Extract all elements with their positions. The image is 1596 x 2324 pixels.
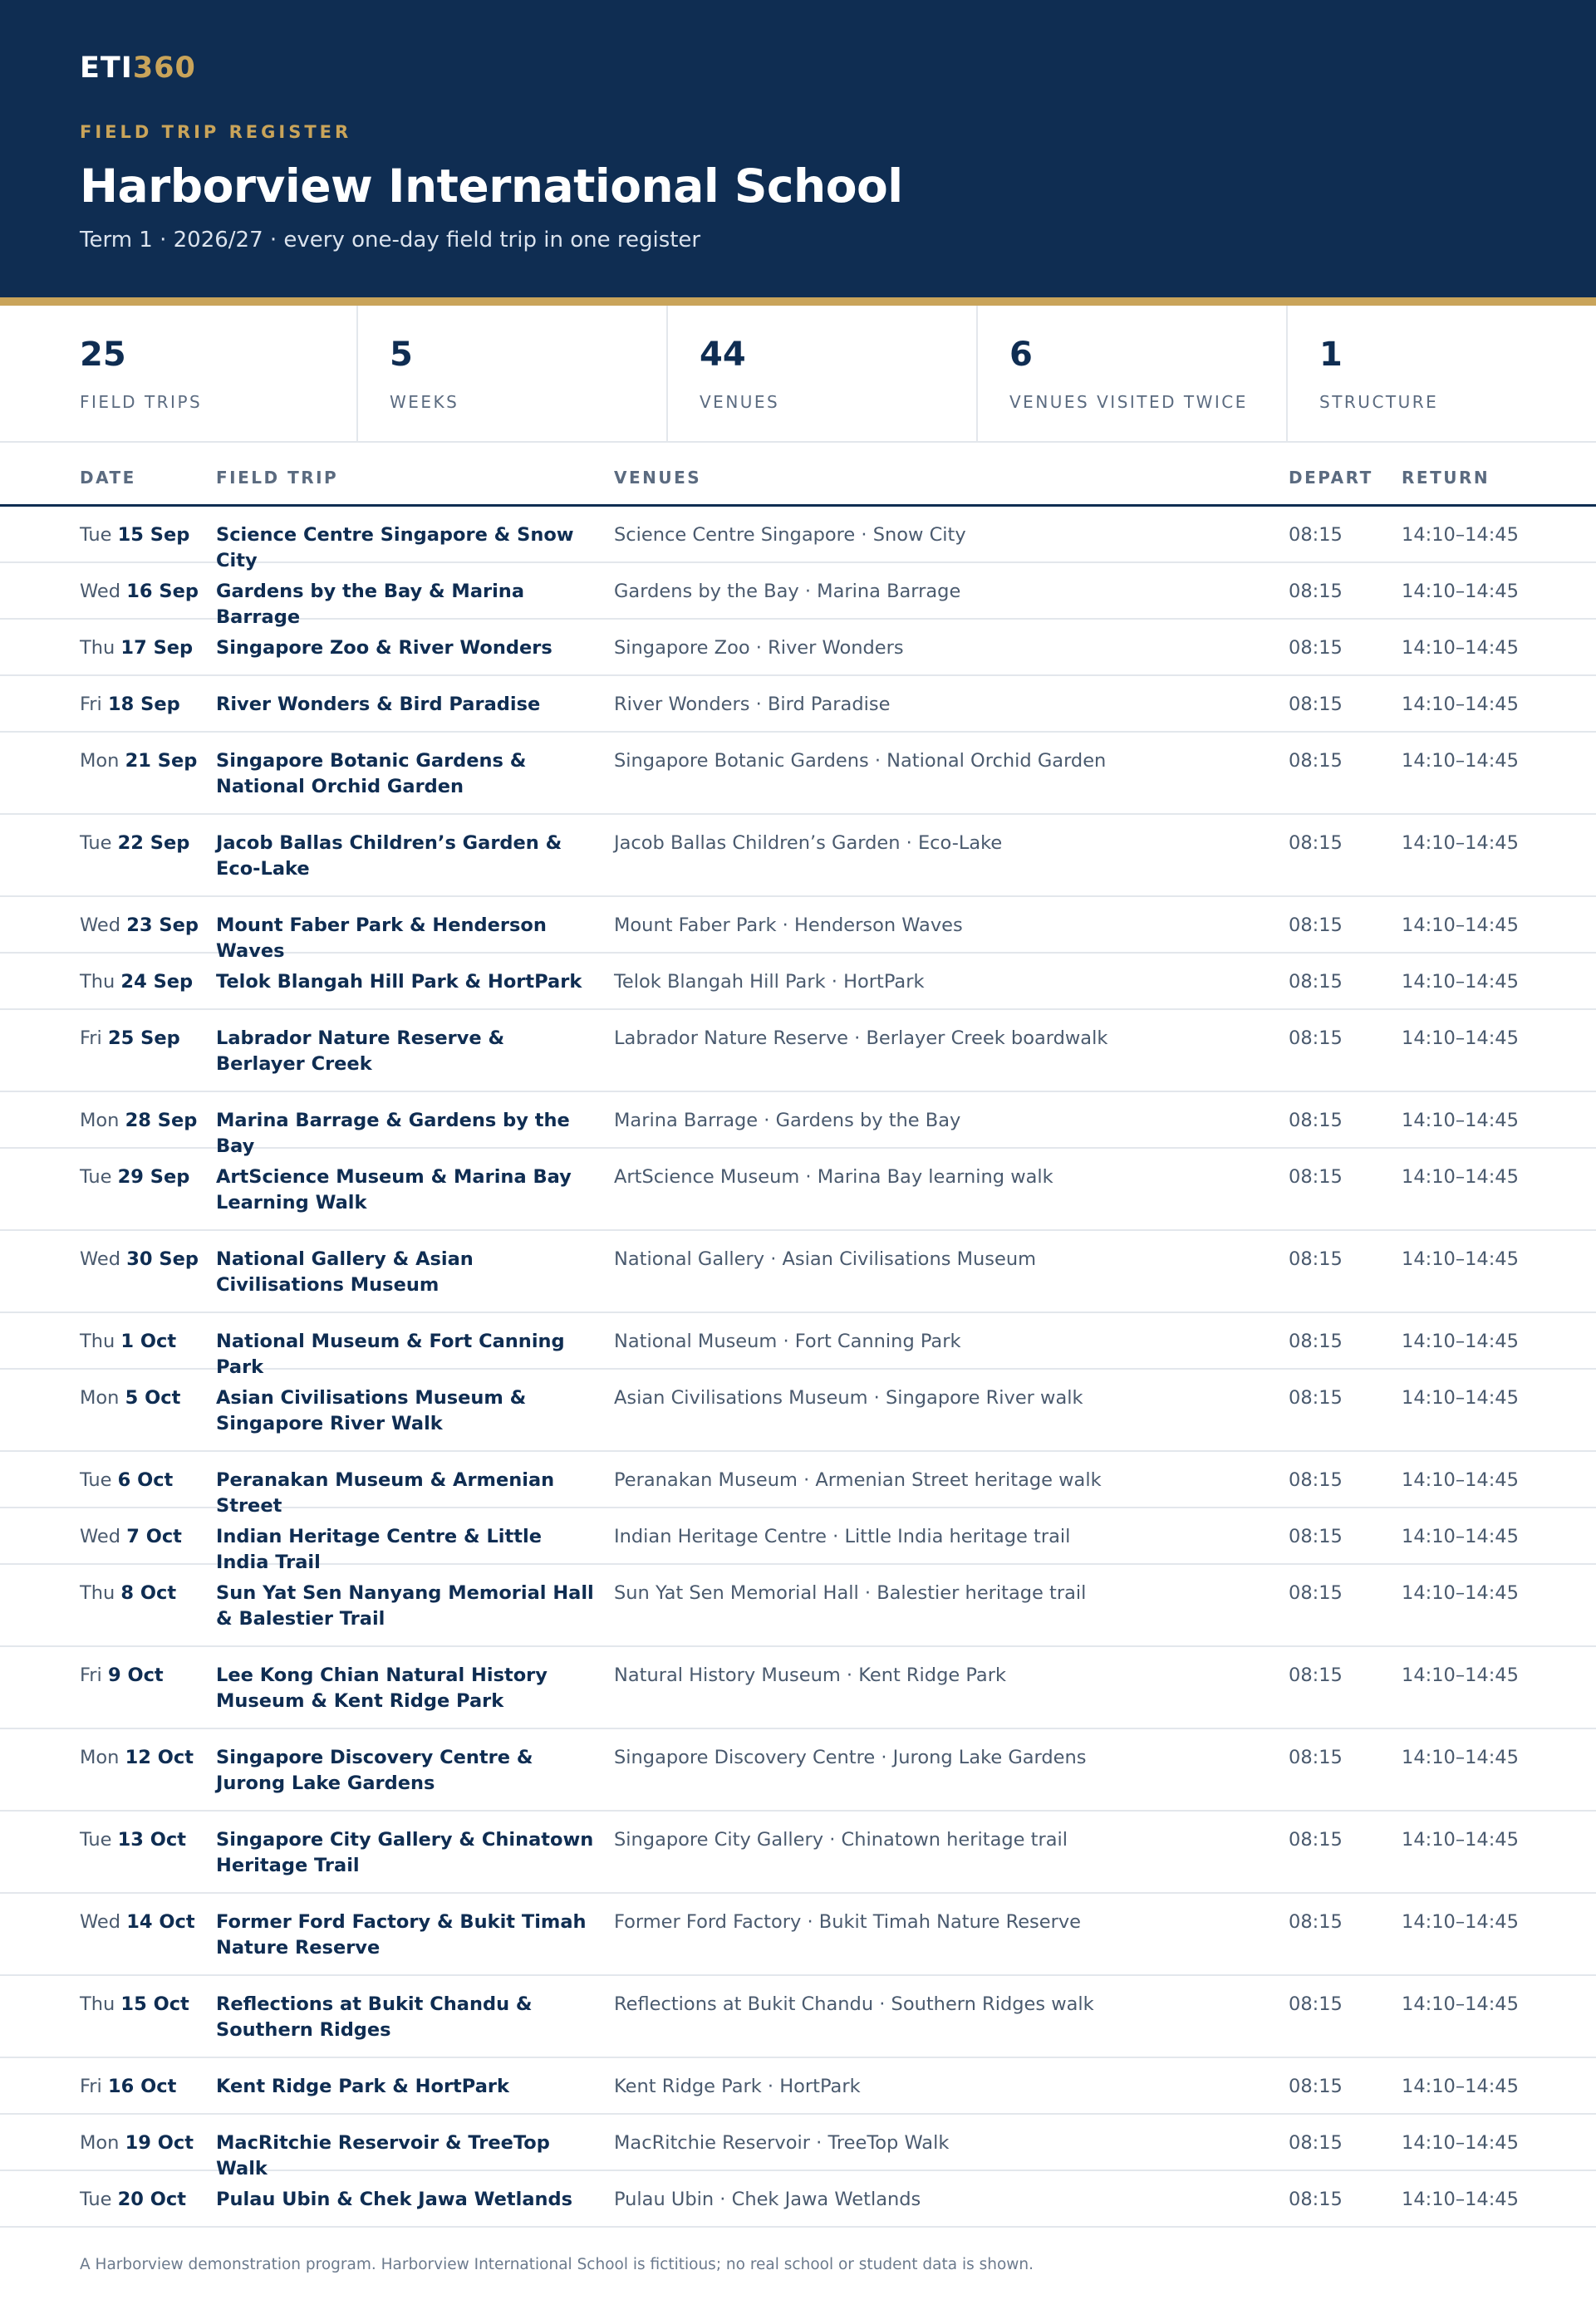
stat-label: FIELD TRIPS [80,392,203,412]
trip-venues: Indian Heritage Centre · Little India heritage trail [614,1526,1071,1547]
trip-venues: River Wonders · Bird Paradise [614,694,891,715]
table-header [0,443,1596,507]
trip-day-month: 30 Sep [126,1248,199,1270]
trip-return-time: 14:10–14:45 [1402,2189,1519,2210]
trip-name: MacRitchie Reservoir & TreeTop Walk [216,2132,550,2179]
trip-depart-time: 08:15 [1289,750,1343,772]
trip-return-time: 14:10–14:45 [1402,1387,1519,1409]
trip-date [80,1108,204,1134]
trip-date [80,522,204,548]
column-header-venues: VENUES [614,468,702,488]
stat-label: WEEKS [390,392,459,412]
stat-label: VENUES VISITED TWICE [1009,392,1248,412]
trip-depart-time: 08:15 [1289,1166,1343,1188]
trip-name: Jacob Ballas Children’s Garden & Eco-Lake [216,832,562,880]
trip-date [80,1992,204,2018]
trip-name: Peranakan Museum & Armenian Street [216,1469,555,1517]
trip-return-time: 14:10–14:45 [1402,1526,1519,1547]
trip-weekday: Thu [80,1331,115,1352]
stat-value: 5 [390,336,413,374]
trip-date [80,2130,204,2156]
trip-name: Kent Ridge Park & HortPark [216,2076,509,2097]
trip-return-time: 14:10–14:45 [1402,2076,1519,2097]
table-row [0,563,1596,628]
trip-name: River Wonders & Bird Paradise [216,694,541,715]
trip-weekday: Fri [80,1027,102,1049]
stat-weeks [358,306,668,441]
trip-name: Gardens by the Bay & Marina Barrage [216,581,525,628]
table-row [0,1894,1596,1976]
trip-name: ArtScience Museum & Marina Bay Learning Walk [216,1166,572,1213]
trip-name: Singapore Zoo & River Wonders [216,637,552,659]
table-row [0,815,1596,897]
trip-name: Lee Kong Chian Natural History Museum & Kent Ridge Park [216,1665,548,1712]
column-header-field-trip: FIELD TRIP [216,468,339,488]
trip-day-month: 17 Sep [120,637,194,659]
trip-date [80,692,204,718]
trip-day-month: 16 Oct [107,2076,177,2097]
trip-venues: Reflections at Bukit Chandu · Southern Ridges walk [614,1993,1094,2015]
table-body [0,507,1596,2228]
trip-return-time: 14:10–14:45 [1402,750,1519,772]
trip-return-time: 14:10–14:45 [1402,971,1519,993]
trip-weekday: Tue [80,832,112,854]
trip-return-time: 14:10–14:45 [1402,1027,1519,1049]
table-row [0,2171,1596,2228]
trip-return-time: 14:10–14:45 [1402,524,1519,546]
trip-return-time: 14:10–14:45 [1402,1469,1519,1491]
trip-name: Asian Civilisations Museum & Singapore River Walk [216,1387,527,1434]
stat-label: STRUCTURE [1319,392,1439,412]
stat-venues [668,306,978,441]
trip-name: Pulau Ubin & Chek Jawa Wetlands [216,2189,573,2210]
trip-depart-time: 08:15 [1289,2189,1343,2210]
trip-day-month: 1 Oct [120,1331,177,1352]
trip-venues: Telok Blangah Hill Park · HortPark [614,971,925,993]
trip-venues: MacRitchie Reservoir · TreeTop Walk [614,2132,950,2154]
trip-depart-time: 08:15 [1289,914,1343,936]
trip-weekday: Tue [80,524,112,546]
trip-name: National Gallery & Asian Civilisations Museum [216,1248,474,1296]
trip-weekday: Mon [80,2132,120,2154]
trip-weekday: Fri [80,694,102,715]
trip-weekday: Mon [80,1110,120,1131]
table-row [0,2115,1596,2179]
trip-depart-time: 08:15 [1289,1911,1343,1933]
page-subtitle: Term 1 · 2026/27 · every one-day field trip in one register [80,228,701,253]
table-row [0,1729,1596,1812]
trip-return-time: 14:10–14:45 [1402,581,1519,602]
trip-day-month: 14 Oct [126,1911,195,1933]
trip-day-month: 7 Oct [126,1526,182,1547]
trip-date [80,1663,204,1689]
trip-date [80,2074,204,2100]
trip-date [80,635,204,661]
table-row [0,954,1596,1010]
trip-weekday: Thu [80,1582,115,1604]
trip-day-month: 16 Sep [126,581,199,602]
trip-name: Sun Yat Sen Nanyang Memorial Hall & Balestier Trail [216,1582,594,1630]
table-row [0,1370,1596,1452]
trip-day-month: 21 Sep [125,750,198,772]
trip-name: Labrador Nature Reserve & Berlayer Creek [216,1027,505,1075]
trip-venues: Pulau Ubin · Chek Jawa Wetlands [614,2189,921,2210]
trip-return-time: 14:10–14:45 [1402,1166,1519,1188]
trip-weekday: Thu [80,971,115,993]
trip-date [80,579,204,605]
page-kicker: FIELD TRIP REGISTER [80,122,352,142]
trip-weekday: Fri [80,1665,102,1686]
trip-name: Reflections at Bukit Chandu & Southern Ridges [216,1993,533,2041]
trip-return-time: 14:10–14:45 [1402,637,1519,659]
trip-date [80,1524,204,1550]
trip-day-month: 29 Sep [117,1166,190,1188]
trip-venues: Kent Ridge Park · HortPark [614,2076,861,2097]
stats-bar [0,306,1596,443]
trip-depart-time: 08:15 [1289,1469,1343,1491]
table-row [0,897,1596,962]
trip-depart-time: 08:15 [1289,2076,1343,2097]
trip-day-month: 12 Oct [125,1747,194,1768]
trip-day-month: 15 Oct [120,1993,189,2015]
trip-day-month: 19 Oct [125,2132,194,2154]
trip-date [80,969,204,995]
table-row [0,1565,1596,1647]
trip-date [80,1468,204,1493]
trip-return-time: 14:10–14:45 [1402,1993,1519,2015]
trip-depart-time: 08:15 [1289,1526,1343,1547]
stat-venues-visited-twice [978,306,1288,441]
trip-name: Singapore Botanic Gardens & National Orchid Garden [216,750,527,797]
column-header-depart: DEPART [1289,468,1373,488]
trip-venues: Sun Yat Sen Memorial Hall · Balestier heritage trail [614,1582,1087,1604]
trip-day-month: 28 Sep [125,1110,198,1131]
trip-depart-time: 08:15 [1289,1582,1343,1604]
trip-name: National Museum & Fort Canning Park [216,1331,565,1378]
trip-venues: Marina Barrage · Gardens by the Bay [614,1110,961,1131]
trip-weekday: Thu [80,637,115,659]
trip-day-month: 5 Oct [125,1387,181,1409]
trip-depart-time: 08:15 [1289,2132,1343,2154]
trip-venues: Asian Civilisations Museum · Singapore River walk [614,1387,1083,1409]
stat-field-trips [0,306,358,441]
trip-day-month: 13 Oct [117,1829,186,1851]
trip-return-time: 14:10–14:45 [1402,694,1519,715]
trip-weekday: Tue [80,1469,112,1491]
trip-name: Indian Heritage Centre & Little India Trail [216,1526,543,1573]
trip-depart-time: 08:15 [1289,581,1343,602]
trip-name: Science Centre Singapore & Snow City [216,524,574,571]
trip-date [80,1581,204,1606]
trip-return-time: 14:10–14:45 [1402,1747,1519,1768]
trip-date [80,913,204,939]
trip-weekday: Mon [80,1747,120,1768]
trip-return-time: 14:10–14:45 [1402,1911,1519,1933]
page-header [0,0,1596,297]
trip-depart-time: 08:15 [1289,1331,1343,1352]
trip-return-time: 14:10–14:45 [1402,1829,1519,1851]
table-row [0,1092,1596,1157]
stat-structure [1288,306,1596,441]
trip-day-month: 15 Sep [117,524,190,546]
trip-weekday: Tue [80,1166,112,1188]
trip-date [80,1026,204,1052]
trip-venues: Singapore Botanic Gardens · National Orchid Garden [614,750,1107,772]
trip-weekday: Wed [80,1911,121,1933]
table-row [0,1508,1596,1573]
trip-day-month: 9 Oct [107,1665,164,1686]
trip-weekday: Tue [80,1829,112,1851]
table-row [0,507,1596,571]
trip-weekday: Wed [80,581,121,602]
trip-venues: Singapore Zoo · River Wonders [614,637,904,659]
trip-depart-time: 08:15 [1289,1387,1343,1409]
trip-venues: Singapore City Gallery · Chinatown heritage trail [614,1829,1068,1851]
stat-label: VENUES [700,392,780,412]
table-row [0,1452,1596,1517]
trip-name: Mount Faber Park & Henderson Waves [216,914,547,962]
trip-venues: Labrador Nature Reserve · Berlayer Creek boardwalk [614,1027,1108,1049]
trip-return-time: 14:10–14:45 [1402,1110,1519,1131]
trip-weekday: Wed [80,914,121,936]
trip-venues: Former Ford Factory · Bukit Timah Nature Reserve [614,1911,1082,1933]
trip-weekday: Mon [80,750,120,772]
trip-depart-time: 08:15 [1289,1993,1343,2015]
stat-value: 1 [1319,336,1343,374]
trip-depart-time: 08:15 [1289,1027,1343,1049]
trip-day-month: 18 Sep [107,694,180,715]
trip-weekday: Thu [80,1993,115,2015]
trip-day-month: 23 Sep [126,914,199,936]
trip-day-month: 24 Sep [120,971,194,993]
trip-date [80,1247,204,1272]
trip-depart-time: 08:15 [1289,694,1343,715]
trip-day-month: 25 Sep [107,1027,180,1049]
trip-return-time: 14:10–14:45 [1402,1248,1519,1270]
table-row [0,1313,1596,1378]
trip-date [80,1910,204,1935]
trip-weekday: Tue [80,2189,112,2210]
footer-note: A Harborview demonstration program. Harborview International School is fictitious; no real school or student data is shown. [80,2256,1034,2273]
trip-depart-time: 08:15 [1289,1665,1343,1686]
trip-venues: Natural History Museum · Kent Ridge Park [614,1665,1006,1686]
trip-return-time: 14:10–14:45 [1402,914,1519,936]
trip-weekday: Wed [80,1526,121,1547]
trip-name: Singapore Discovery Centre & Jurong Lake Gardens [216,1747,533,1794]
table-row [0,1149,1596,1231]
trip-depart-time: 08:15 [1289,832,1343,854]
trip-venues: National Museum · Fort Canning Park [614,1331,961,1352]
trip-name: Marina Barrage & Gardens by the Bay [216,1110,570,1157]
trip-venues: Jacob Ballas Children’s Garden · Eco-Lake [614,832,1003,854]
trip-depart-time: 08:15 [1289,524,1343,546]
trip-return-time: 14:10–14:45 [1402,1582,1519,1604]
trip-date [80,2187,204,2213]
trip-date [80,1164,204,1190]
trip-return-time: 14:10–14:45 [1402,2132,1519,2154]
table-row [0,2058,1596,2115]
trip-date [80,831,204,856]
eti360-logo: ETI360 [80,51,196,85]
trip-depart-time: 08:15 [1289,1829,1343,1851]
trip-date [80,1745,204,1771]
trip-name: Singapore City Gallery & Chinatown Heritage Trail [216,1829,594,1876]
trip-venues: National Gallery · Asian Civilisations Museum [614,1248,1036,1270]
table-row [0,733,1596,815]
column-header-return: RETURN [1402,468,1490,488]
trip-depart-time: 08:15 [1289,637,1343,659]
table-row [0,1812,1596,1894]
trip-name: Former Ford Factory & Bukit Timah Nature Reserve [216,1911,587,1959]
trip-weekday: Mon [80,1387,120,1409]
stat-value: 6 [1009,336,1033,374]
trip-depart-time: 08:15 [1289,971,1343,993]
table-row [0,620,1596,676]
trip-venues: ArtScience Museum · Marina Bay learning walk [614,1166,1053,1188]
trip-day-month: 6 Oct [117,1469,174,1491]
trip-date [80,748,204,774]
trip-depart-time: 08:15 [1289,1248,1343,1270]
table-row [0,1010,1596,1092]
trip-venues: Singapore Discovery Centre · Jurong Lake Gardens [614,1747,1087,1768]
trip-date [80,1827,204,1853]
trip-return-time: 14:10–14:45 [1402,832,1519,854]
page-title: Harborview International School [80,159,903,213]
table-row [0,1231,1596,1313]
trip-venues: Science Centre Singapore · Snow City [614,524,966,546]
trip-name: Telok Blangah Hill Park & HortPark [216,971,582,993]
table-row [0,1647,1596,1729]
trip-depart-time: 08:15 [1289,1110,1343,1131]
trip-return-time: 14:10–14:45 [1402,1665,1519,1686]
trip-depart-time: 08:15 [1289,1747,1343,1768]
trip-day-month: 22 Sep [117,832,190,854]
trip-venues: Gardens by the Bay · Marina Barrage [614,581,961,602]
table-row [0,676,1596,733]
trip-day-month: 8 Oct [120,1582,177,1604]
stat-value: 25 [80,336,126,374]
table-row [0,1976,1596,2058]
trip-return-time: 14:10–14:45 [1402,1331,1519,1352]
trip-day-month: 20 Oct [117,2189,186,2210]
trip-date [80,1385,204,1411]
gold-divider [0,297,1596,306]
trip-venues: Mount Faber Park · Henderson Waves [614,914,963,936]
column-header-date: DATE [80,468,136,488]
stat-value: 44 [700,336,746,374]
trip-weekday: Fri [80,2076,102,2097]
trip-weekday: Wed [80,1248,121,1270]
trip-date [80,1329,204,1355]
trip-venues: Peranakan Museum · Armenian Street heritage walk [614,1469,1102,1491]
